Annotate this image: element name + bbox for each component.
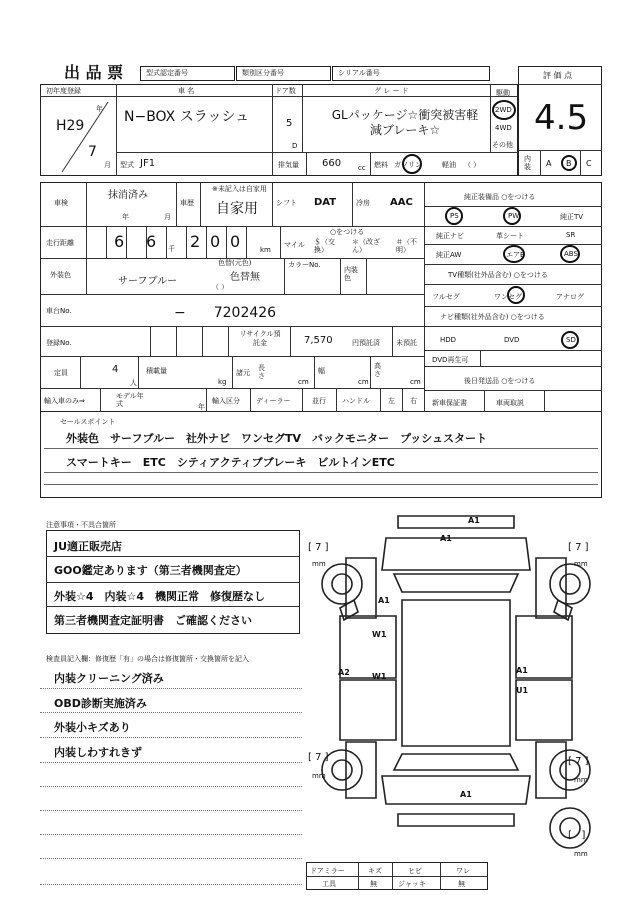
shift-label: シフト [276, 199, 297, 207]
grade-value: GLパッケージ☆衝突被害軽減ブレーキ☆ [331, 108, 479, 137]
tv-analog: アナログ [556, 293, 584, 301]
handle-left: 左 [388, 397, 395, 405]
navi-dvd: DVD [504, 336, 520, 344]
month-char: 月 [104, 161, 111, 169]
mileage-exchange: ＄（交換） [314, 238, 335, 254]
inspector-label: 検査員記入欄：修復歴「有」の場合は修復箇所・交換箇所を記入 [46, 655, 249, 663]
approval-no-label: 型式認定番号 [146, 69, 188, 77]
fuel-diesel: 軽油 [442, 161, 456, 169]
note-2: GOO鑑定あります（第三者機関査定） [54, 564, 247, 577]
damage-rear-door-left: W1 [372, 672, 387, 681]
legend-jack: ジャッキ [398, 880, 426, 888]
displacement-label: 排気量 [278, 161, 299, 169]
damage-rear-door-right-u1: U1 [516, 686, 529, 695]
load-unit: kg [218, 378, 227, 386]
capacity-value: 4 [112, 364, 119, 375]
first-reg-slash [60, 100, 110, 174]
fuel-paren: （ ） [464, 161, 481, 169]
inspection-year: 年 [122, 213, 129, 221]
recycle-done: 円預託済 [352, 339, 380, 347]
tire-rl-unit: mm [312, 772, 326, 780]
equipment-title: 純正装備品 ○をつける [464, 193, 536, 201]
dim-width-unit: cm [358, 378, 369, 386]
sales-line-2: スマートキー ETC シティアクティブブレーキ ビルトインETC [66, 456, 395, 469]
equip-sr: SR [566, 231, 576, 239]
note-3: 外装☆4 内装☆4 機関正常 修復歴なし [54, 590, 266, 603]
equip-aw: 純正AW [436, 251, 462, 259]
model-year-label: モデル年式 [116, 392, 144, 408]
equip-pw: PW [508, 212, 520, 220]
mileage-unknown: ＃（不明） [396, 238, 417, 254]
dvd-playback: DVD再生可 [432, 356, 469, 364]
later-warranty: 新車保証書 [432, 399, 467, 407]
mileage-digit-5: 0 [230, 232, 241, 251]
navi-title: ナビ種類(社外品含む) ○をつける [440, 313, 545, 321]
import-dealer: ディーラー [256, 397, 291, 405]
color-label: 外装色 [50, 271, 71, 279]
navi-sd: SD [566, 336, 576, 344]
chassis-value: − 7202426 [174, 305, 277, 321]
history-value: 自家用 [216, 201, 258, 217]
repaint-label: 色替(元色) [218, 259, 252, 267]
sales-line-1: 外装色 サーフブルー 社外ナビ ワンセグTV バックモニター プッシュスタート [66, 432, 488, 445]
handle-label: ハンドル [342, 397, 370, 405]
navi-sd-circle [561, 331, 579, 349]
history-label: 車歴 [180, 199, 194, 207]
handle-right: 右 [410, 397, 417, 405]
chassis-label: 車台No. [46, 307, 72, 315]
recycle-value: 7,570 [304, 335, 333, 346]
interior-b-circle [561, 155, 577, 171]
inspection-value: 抹消済み [108, 190, 148, 201]
inspection-month: 月 [164, 213, 171, 221]
doors-label: ドア数 [275, 87, 296, 95]
mileage-digit-4: 0 [210, 232, 221, 251]
legend-jack-value: 無 [458, 880, 465, 888]
tire-fl-unit: mm [312, 560, 326, 568]
car-name: N−BOX スラッシュ [124, 109, 250, 125]
mileage-modified: ＊（改ざん） [352, 238, 380, 254]
legend-crack: ヒビ [408, 867, 422, 875]
first-reg-year: H29 [56, 118, 85, 134]
interior-grade-c: C [586, 159, 592, 168]
dim-height-unit: cm [410, 378, 421, 386]
color-value: サーフブルー [118, 276, 178, 287]
dim-length-unit: cm [298, 378, 309, 386]
dim-width: 幅 [318, 367, 325, 375]
legend-break: ワレ [456, 867, 470, 875]
legend-tools-value: 無 [370, 880, 377, 888]
equip-tv: 純正TV [560, 213, 584, 221]
damage-hood: A1 [440, 534, 452, 543]
serial-no-label: シリアル番号 [338, 69, 380, 77]
dim-length: 長さ [258, 364, 265, 380]
import-label: 輸入車のみ⇒ [44, 397, 85, 405]
damage-rear-door-right: A1 [516, 666, 528, 675]
tire-fr: [ 7 ] [568, 542, 589, 553]
damage-front-door-left: W1 [372, 630, 387, 639]
load-label: 積載量 [146, 367, 167, 375]
tire-spare-unit: mm [574, 850, 588, 858]
import-class-label: 輸入区分 [212, 397, 240, 405]
recycle-not: 未預託 [396, 339, 417, 347]
inspector-2: OBD診断実施済み [54, 697, 147, 710]
tire-fr-unit: mm [574, 560, 588, 568]
equip-abs: ABS [564, 250, 578, 258]
sales-label: セールスポイント [60, 418, 116, 426]
tv-fullseg: フルセグ [432, 293, 460, 301]
drive-label: 駆動 [496, 89, 510, 97]
interior-grade-a: A [546, 159, 552, 168]
import-parallel: 並行 [312, 397, 326, 405]
car-name-label: 車 名 [178, 87, 195, 95]
car-damage-diagram [306, 508, 606, 868]
drive-2wd-circle [492, 100, 516, 120]
equip-pw-circle [503, 207, 521, 225]
rating-label: 評 価 点 [543, 71, 573, 80]
recycle-label: リサイクル預託金 [239, 330, 281, 347]
damage-windshield-left: A1 [378, 596, 390, 605]
tv-title: TV種類(社外品含む) ○をつける [448, 271, 548, 279]
mileage-digit-2: 6 [146, 232, 157, 251]
dims-label: 諸元 [236, 369, 250, 377]
interior-grade-label: 内装 [524, 155, 531, 171]
doors-value: 5 [286, 118, 293, 129]
model-value: JF1 [140, 158, 156, 169]
first-reg-month: 7 [88, 144, 97, 160]
fuel-label: 燃料 [374, 161, 388, 169]
inspection-label: 車検 [54, 199, 68, 207]
equip-navi: 純正ナビ [436, 232, 464, 240]
mileage-mile: マイル [284, 241, 305, 249]
mileage-sen: 千 [168, 245, 175, 253]
inspector-1: 内装クリーニング済み [54, 672, 164, 685]
tire-rr-unit: mm [574, 776, 588, 784]
tire-rl: [ 7 ] [308, 752, 329, 763]
year-char: 年 [96, 105, 103, 113]
grade-label: グ レ ー ド [374, 87, 409, 95]
equip-ps: PS [450, 212, 459, 220]
legend-scratch: キズ [368, 867, 382, 875]
equip-abs-circle [560, 245, 580, 263]
note-4: 第三者機関査定証明書 ご確認ください [54, 614, 252, 627]
ac-value: AAC [390, 197, 413, 208]
navi-hdd: HDD [440, 336, 457, 344]
first-reg-label: 初年度登録 [46, 87, 81, 95]
history-note: ※未記入は自家用 [212, 185, 267, 193]
legend-tools: 工具 [322, 880, 336, 888]
mileage-circle-note: ○をつける [330, 228, 365, 236]
interior-color-label: 内装色 [344, 266, 358, 282]
later-title: 後日発送品 ○をつける [464, 377, 536, 385]
damage-trunk: A1 [460, 790, 472, 799]
mileage-label: 走行距離 [46, 239, 74, 247]
color-no-label: カラーNo. [288, 261, 321, 269]
tire-rr: [ 7 ] [568, 756, 589, 767]
door-type: D [292, 142, 298, 150]
mileage-digit-1: 6 [114, 232, 125, 251]
repaint-value: 色替無 [230, 272, 260, 283]
rating-value: 4.5 [534, 98, 589, 138]
reg-no-label: 登録No. [46, 339, 72, 347]
fuel-gasoline-circle [402, 154, 422, 174]
tv-oneseg-circle [507, 286, 525, 304]
equip-leather: 革シート [496, 232, 524, 240]
notes-label: 注意事項・不具合箇所 [46, 521, 116, 529]
drive-4wd: 4WD [495, 124, 512, 132]
inspector-4: 内装しわすれきず [54, 746, 142, 759]
legend-mirror: ドアミラー [310, 867, 345, 875]
damage-front-bumper: A1 [468, 516, 480, 525]
later-manual: 車両取説 [496, 399, 524, 407]
interior-grade-b: B [566, 159, 572, 168]
inspector-3: 外装小キズあり [54, 721, 131, 734]
mileage-digit-3: 2 [190, 232, 201, 251]
drive-2wd: 2WD [495, 106, 512, 114]
mileage-km: km [260, 246, 271, 254]
category-no-label: 類別区分番号 [242, 69, 284, 77]
dim-height: 高さ [374, 362, 381, 378]
damage-rear-quarter-left: A2 [338, 668, 350, 677]
displacement-value: 660 [322, 158, 342, 169]
fuel-gasoline: ガソリン [394, 161, 422, 169]
capacity-unit: 人 [130, 379, 137, 387]
ac-label: 冷房 [356, 199, 370, 207]
repaint-paren: （ ） [212, 283, 229, 291]
model-label: 型式 [120, 161, 134, 169]
capacity-label: 定員 [54, 369, 68, 377]
drive-other: その他 [492, 141, 513, 149]
tv-oneseg: ワンセグ [494, 293, 522, 301]
equip-airbag: エアB [506, 251, 525, 259]
sheet-title: 出 品 票 [64, 63, 124, 82]
equip-ps-circle [445, 207, 463, 225]
displacement-unit: cc [358, 164, 366, 172]
tire-fl: [ 7 ] [308, 542, 329, 553]
model-year-unit: 年 [198, 403, 205, 411]
shift-value: DAT [314, 197, 337, 208]
tire-spare: [ ] [568, 830, 586, 841]
note-1: JU適正販売店 [54, 540, 123, 553]
equip-airbag-circle [503, 245, 525, 263]
